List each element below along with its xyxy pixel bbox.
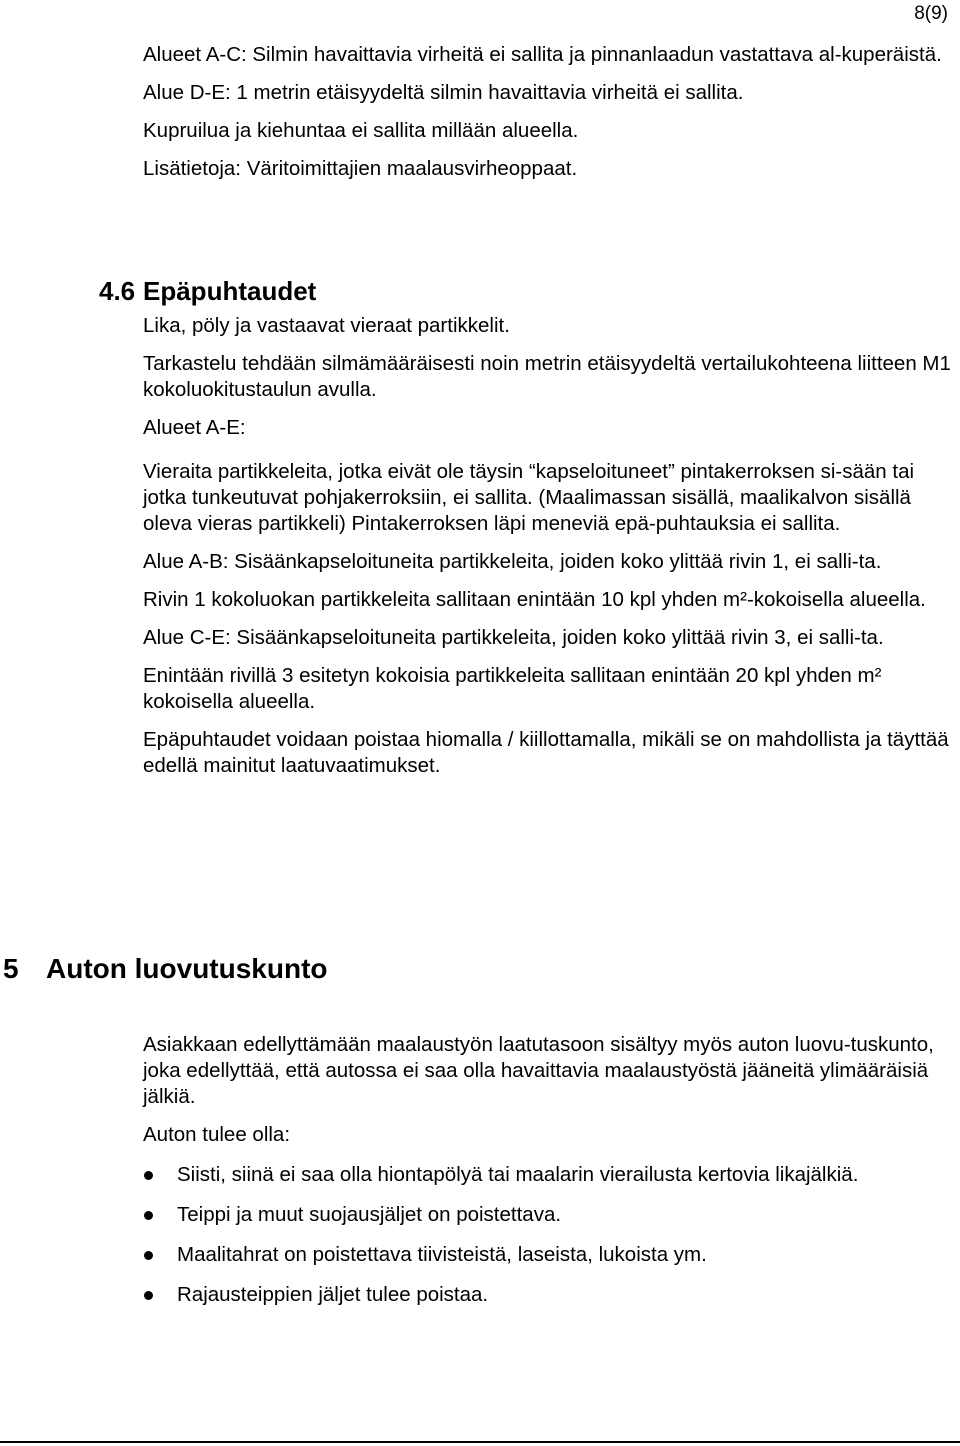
section-title: Epäpuhtaudet	[143, 276, 317, 306]
paragraph: Alueet A-C: Silmin havaittavia virheitä ei sallita ja pinnanlaadun vastattava al-kuperäistä.	[143, 43, 942, 66]
list-item	[143, 1242, 958, 1268]
paragraph: Kupruilua ja kiehuntaa ei sallita millään alueella.	[143, 119, 579, 142]
paragraph: Tarkastelu tehdään silmämääräisesti noin metrin etäisyydeltä vertailukohteena liitteen M1 kokoluokitustaulun avulla.	[143, 352, 951, 401]
list-item	[143, 1162, 958, 1188]
section-title: Auton luovutuskunto	[46, 953, 328, 984]
list-item	[143, 1282, 958, 1308]
bullet-icon	[144, 1211, 153, 1220]
bullet-icon	[144, 1251, 153, 1260]
paragraph: Epäpuhtaudet voidaan poistaa hiomalla / kiillottamalla, mikäli se on mahdollista ja täyttää edellä mainitut laatuvaatimukset.	[143, 728, 949, 777]
requirements-list	[143, 1162, 958, 1322]
section-4-6-body	[143, 313, 958, 779]
section-number: 4.6	[99, 276, 136, 306]
paragraph: Asiakkaan edellyttämään maalaustyön laatutasoon sisältyy myös auton luovu-tuskunto, joka edellyttää, että autossa ei saa olla havaittavia maalaustyöstä jääneitä ylimääräisiä jälkiä.	[143, 1033, 934, 1108]
bullet-icon	[144, 1171, 153, 1180]
bullet-icon	[144, 1291, 153, 1300]
section-5-body	[143, 1032, 958, 1148]
paragraph: Auton tulee olla:	[143, 1123, 291, 1146]
paragraph: Alue D-E: 1 metrin etäisyydeltä silmin havaittavia virheitä ei sallita.	[143, 81, 744, 104]
list-item	[143, 1202, 958, 1228]
list-item-text: Maalitahrat on poistettava tiivisteistä, laseista, lukoista ym.	[177, 1243, 707, 1266]
paragraph: Enintään rivillä 3 esitetyn kokoisia partikkeleita sallitaan enintään 20 kpl yhden m² kokoisella alueella.	[143, 664, 882, 713]
footer-divider	[0, 1441, 960, 1443]
intro-text	[143, 42, 958, 182]
paragraph: Lika, pöly ja vastaavat vieraat partikkelit.	[143, 314, 510, 337]
list-item-text: Siisti, siinä ei saa olla hiontapölyä tai maalarin vierailusta kertovia likajälkiä.	[177, 1163, 859, 1186]
page-number: 8(9)	[914, 3, 948, 24]
paragraph: Alue C-E: Sisäänkapseloituneita partikkeleita, joiden koko ylittää rivin 3, ei salli-ta.	[143, 626, 884, 649]
paragraph: Lisätietoja: Väritoimittajien maalausvirheoppaat.	[143, 157, 578, 180]
paragraph: Alueet A-E:	[143, 416, 246, 439]
paragraph: Rivin 1 kokoluokan partikkeleita sallitaan enintään 10 kpl yhden m²-kokoisella alueella.	[143, 588, 926, 611]
list-item-text: Rajausteippien jäljet tulee poistaa.	[177, 1283, 489, 1306]
paragraph: Vieraita partikkeleita, jotka eivät ole täysin “kapseloituneet” pintakerroksen si-sään tai jotka tunkeutuvat pohjakerroksiin, ei sallita. (Maalimassan sisällä, maalikalvon sisällä oleva vieras partikkeli) Pintakerroksen läpi meneviä epä-puhtauksia ei sallita.	[143, 460, 915, 535]
list-item-text: Teippi ja muut suojausjäljet on poistettava.	[177, 1203, 562, 1226]
section-number: 5	[3, 953, 19, 984]
paragraph: Alue A-B: Sisäänkapseloituneita partikkeleita, joiden koko ylittää rivin 1, ei salli-ta.	[143, 550, 882, 573]
